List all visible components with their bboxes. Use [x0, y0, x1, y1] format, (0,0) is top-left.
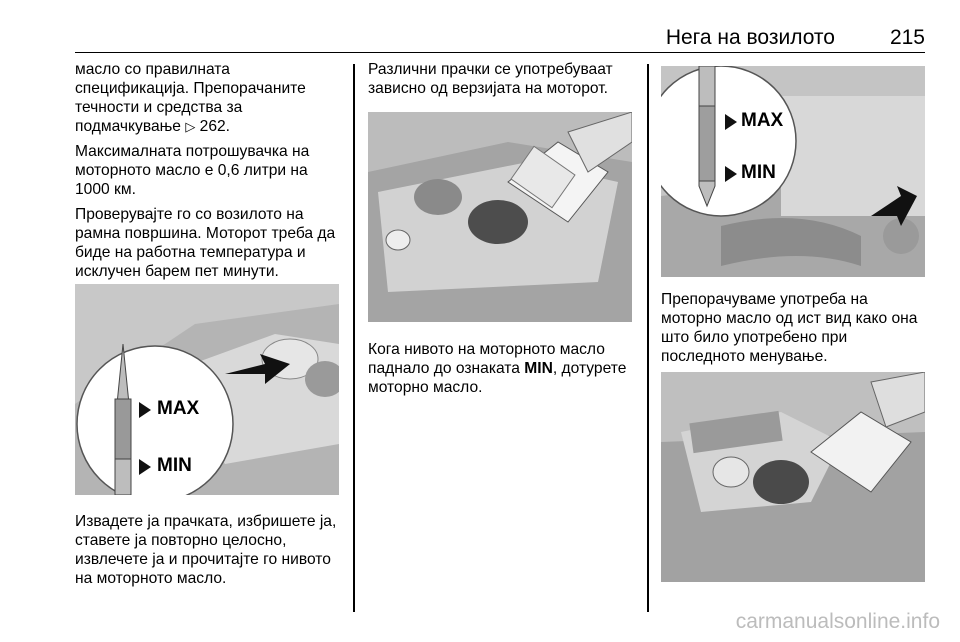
paragraph-text: масло со правилната спецификација. Препорачаните течности и средства за подмачкување — [75, 61, 306, 135]
column-2-bottom — [368, 340, 636, 403]
min-mark-text: MIN — [524, 360, 553, 377]
paragraph: Проверувајте го со возилото на рамна површина. Моторот треба да биде на работна температура и исклучен барем пет минути. — [75, 206, 336, 280]
watermark: carmanualsonline.info — [735, 610, 940, 633]
dipstick-figure-1 — [75, 284, 339, 495]
paragraph: Максималната потрошувачка на моторното масло е 0,6 литри на 1000 км. — [75, 143, 310, 198]
max-label: MAX — [157, 398, 200, 419]
column-1 — [75, 60, 343, 287]
column-divider — [353, 64, 355, 612]
column-2 — [368, 60, 636, 104]
column-divider — [647, 64, 649, 612]
paragraph-text: , дотурете моторно масло. — [368, 360, 627, 396]
min-label: MIN — [157, 455, 192, 476]
column-3 — [661, 290, 929, 372]
page-number: 215 — [889, 26, 925, 49]
max-label: MAX — [741, 110, 784, 131]
column-1-bottom — [75, 512, 343, 594]
page-reference[interactable]: 262. — [199, 118, 231, 135]
section-title: Нега на возилото — [665, 26, 835, 49]
oil-filling-figure-2 — [661, 372, 925, 582]
min-label: MIN — [741, 162, 776, 183]
page-reference-icon[interactable]: ▷ — [185, 119, 196, 134]
oil-filling-figure — [368, 112, 632, 322]
paragraph-text: Кога нивото на моторното масло паднало до ознаката — [368, 341, 605, 377]
paragraph: Препорачуваме употреба на моторно масло од ист вид како она што било употребено при последното менување. — [661, 291, 918, 365]
paragraph: Различни прачки се употребуваат зависно од верзијата на моторот. — [368, 61, 613, 97]
paragraph — [368, 340, 636, 397]
paragraph — [75, 60, 343, 136]
page-header — [75, 18, 925, 53]
paragraph: Извадете ја прачката, избришете ја, ставете ја повторно целосно, извлечете ја и прочитајте го нивото на моторното масло. — [75, 513, 337, 587]
dipstick-figure-2 — [661, 66, 925, 277]
